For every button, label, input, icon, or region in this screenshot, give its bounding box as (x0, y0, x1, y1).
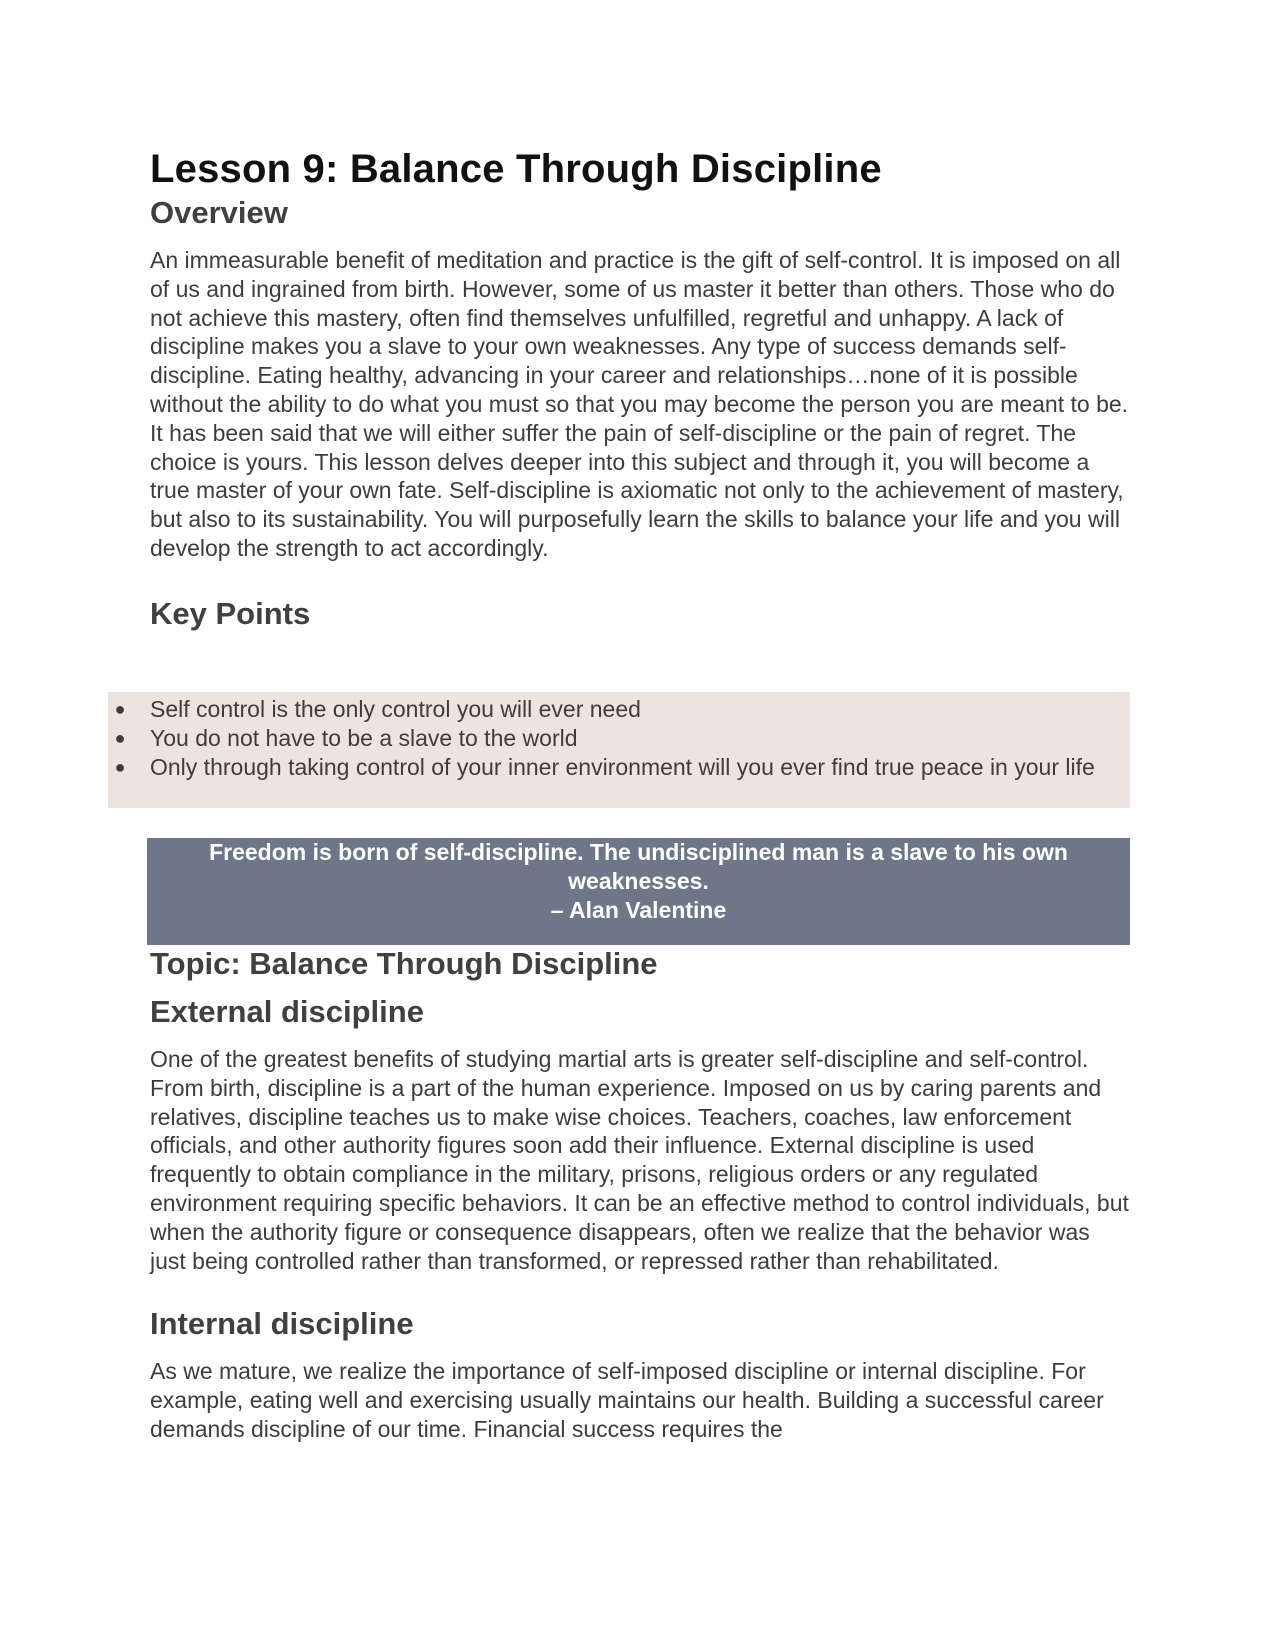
bullet-icon: ● (114, 756, 126, 777)
key-points-box (108, 692, 1130, 808)
lesson-top-section (150, 145, 1130, 633)
key-point-item (108, 724, 1130, 753)
key-point-item (108, 695, 1130, 724)
key-points-heading: Key Points (150, 595, 311, 631)
external-discipline-paragraph: One of the greatest benefits of studying martial arts is greater self-discipline and self-control. From birth, discipline is a part of the human experience. Imposed on us by caring parents and relatives, discipline teaches us to make wise choices. Teachers, coaches, law enforcement officials, and other authority figures soon add their influence. External discipline is used frequently to obtain compliance in the military, prisons, religious orders or any regulated environment requiring specific behaviors. It can be an effective method to control individuals, but when the authority figure or consequence disappears, often we realize that the behavior was just being controlled rather than transformed, or repressed rather than rehabilitated. (150, 1046, 1129, 1274)
external-discipline-heading: External discipline (150, 994, 424, 1029)
overview-heading: Overview (150, 195, 288, 230)
quote-author: – Alan Valentine (550, 897, 727, 923)
bullet-icon: ● (114, 727, 126, 748)
quote-text: Freedom is born of self-discipline. The undisciplined man is a slave to his own weaknesses. (209, 839, 1068, 894)
internal-discipline-heading: Internal discipline (150, 1306, 414, 1342)
internal-discipline-paragraph: As we mature, we realize the importance of self-imposed discipline or internal discipline. For example, eating well and exercising usually maintains our health. Building a successful career demands discipline of our time. Financial success requires the (150, 1358, 1104, 1442)
bullet-icon: ● (114, 699, 126, 719)
key-point-item (108, 753, 1130, 782)
topic-section (150, 945, 1130, 1444)
overview-paragraph: An immeasurable benefit of meditation and practice is the gift of self-control. It is imposed on all of us and ingrained from birth. However, some of us master it better than others. Those who do not achieve this mastery, often find themselves unfulfilled, regretful and unhappy. A lack of discipline makes you a slave to your own weaknesses. Any type of success demands self-discipline. Eating healthy, advancing in your career and relationships…none of it is possible without the ability to do what you must so that you may become the person you are meant to be. It has been said that we will either suffer the pain of self-discipline or the pain of regret. The choice is yours. This lesson delves deeper into this subject and through it, you will become a true master of your own fate. Self-discipline is axiomatic not only to the achievement of mastery, but also to its sustainability. You will purposefully learn the skills to balance your life and you will develop the strength to act accordingly. (150, 247, 1129, 561)
key-points-list (108, 692, 1130, 781)
topic-heading: Topic: Balance Through Discipline (150, 946, 658, 981)
quote-box (147, 838, 1130, 945)
key-point-text: Only through taking control of your inner environment will you ever find true peace in your life (150, 753, 1095, 780)
key-point-text: Self control is the only control you will ever need (150, 696, 641, 722)
lesson-title: Lesson 9: Balance Through Discipline (150, 147, 882, 191)
key-point-text: You do not have to be a slave to the world (150, 724, 578, 751)
